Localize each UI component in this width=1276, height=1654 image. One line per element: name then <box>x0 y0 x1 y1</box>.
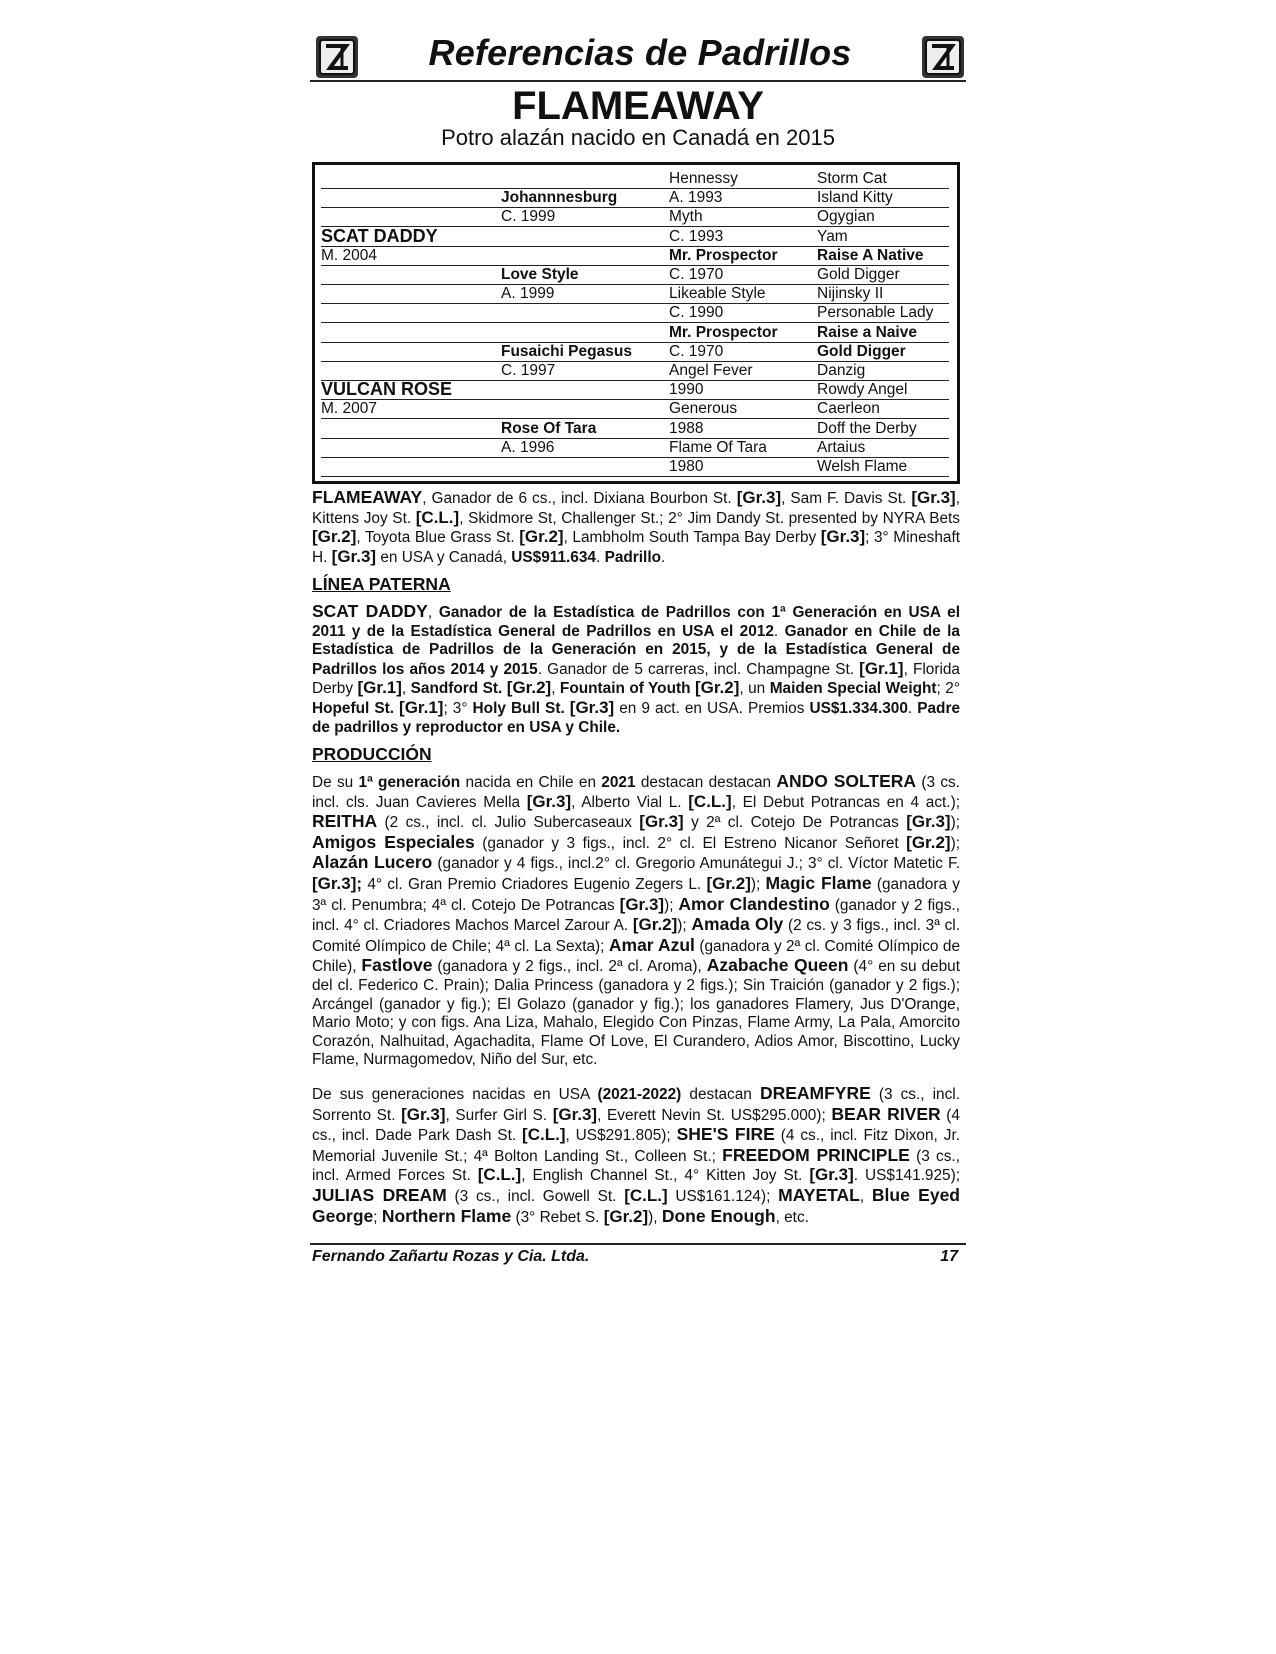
text: en 9 act. en USA. Premios <box>614 699 810 717</box>
pedigree-cell: C. 1997 <box>501 361 669 381</box>
offspring-name: Amor Clandestino <box>678 893 830 914</box>
pedigree-cell: Island Kitty <box>817 188 949 208</box>
pedigree-cell <box>501 303 669 323</box>
text: (4 cs., incl. Fitz Dixon, Jr. Memorial Juvenile St.; 4ª Bolton Landing St., Colleen St.; <box>312 1127 961 1165</box>
pedigree-cell: Doff the Derby <box>817 419 949 439</box>
grade: [Gr.1] <box>357 678 402 698</box>
text: . <box>773 622 785 640</box>
grade: [Gr.1] <box>399 697 444 717</box>
pedigree-cell: A. 1999 <box>501 284 669 304</box>
text: , etc. <box>775 1208 809 1226</box>
text: (3 cs., incl. Armed Forces St. <box>312 1147 960 1185</box>
offspring-name: BEAR RIVER <box>831 1103 941 1124</box>
offspring-name: MAYETAL <box>778 1184 860 1205</box>
grade: [C.L.] <box>522 1125 566 1145</box>
text: destacan destacan <box>635 774 777 791</box>
pedigree-row <box>321 303 943 322</box>
text: (ganadora y 2 figs., incl. 2ª cl. Aroma), <box>432 958 707 976</box>
pedigree-cell <box>501 323 669 343</box>
text: Maiden Special Weight <box>769 680 937 698</box>
grade: [Gr.3]; <box>312 873 363 893</box>
pedigree-row <box>321 438 943 457</box>
pedigree-cell: Johannnesburg <box>501 188 669 208</box>
pedigree-row <box>321 265 943 284</box>
pedigree-cell: Hennessy <box>669 169 817 189</box>
text: (3 cs., incl. Sorrento St. <box>312 1086 961 1124</box>
pedigree-cell <box>321 438 501 458</box>
footer-divider <box>310 1243 966 1245</box>
page-header <box>310 30 966 82</box>
pedigree-cell: C. 1993 <box>669 227 817 247</box>
text: , Kittens Joy St. <box>312 490 960 527</box>
pedigree-table <box>312 162 960 484</box>
pedigree-cell: Artaius <box>817 438 949 458</box>
pedigree-cell <box>321 284 501 304</box>
text: destacan <box>681 1086 760 1103</box>
grade: [C.L.] <box>624 1185 668 1205</box>
page-title: Referencias de Padrillos <box>428 32 852 73</box>
grade: [Gr.3] <box>569 697 615 717</box>
text: ); <box>664 896 679 914</box>
pedigree-cell <box>321 361 501 381</box>
grade: [Gr.1] <box>859 658 904 678</box>
pedigree-cell: C. 1970 <box>669 342 817 362</box>
grade: [Gr.2] <box>506 678 552 698</box>
pedigree-cell <box>501 169 669 189</box>
pedigree-row <box>321 246 943 265</box>
horse-description: Potro alazán nacido en Canadá en 2015 <box>441 125 835 150</box>
pedigree-cell: Gold Digger <box>817 342 949 362</box>
pedigree-cell: SCAT DADDY <box>321 227 501 247</box>
zr-logo-icon <box>314 34 360 80</box>
pedigree-cell <box>501 399 669 419</box>
pedigree-cell: Mr. Prospector <box>669 246 817 266</box>
text: nacida en Chile en <box>460 774 602 791</box>
text: Ganador de la Estadística de Padrillos con 1ª Generación en USA el 2011 y de la Estadística General de Padrillos en USA el 2012 <box>312 604 960 640</box>
text: , US$291.805); <box>565 1127 677 1145</box>
grade: [Gr.2] <box>706 873 751 893</box>
pedigree-cell: Danzig <box>817 361 949 381</box>
pedigree-cell: Welsh Flame <box>817 457 949 477</box>
pedigree-row <box>321 457 943 476</box>
offspring-name: REITHA <box>312 811 378 832</box>
offspring-name: Magic Flame <box>765 872 872 893</box>
text: 4° cl. Gran Premio Criadores Eugenio Zegers L. <box>362 875 707 893</box>
text: ); <box>950 834 960 852</box>
pedigree-cell: Fusaichi Pegasus <box>501 342 669 362</box>
pedigree-row <box>321 188 943 207</box>
pedigree-cell: Myth <box>669 207 817 227</box>
pedigree-cell: A. 1996 <box>501 438 669 458</box>
text: ), <box>648 1208 662 1226</box>
text: , English Channel St., 4° Kitten Joy St. <box>521 1167 810 1185</box>
text: ); <box>677 917 692 935</box>
text: (2021-2022) <box>597 1086 682 1103</box>
usa-production-paragraph <box>312 1084 960 1227</box>
text: ); <box>950 814 960 832</box>
text: 2021 <box>601 774 636 791</box>
grade: [Gr.3] <box>639 812 684 832</box>
offspring-name: DREAMFYRE <box>759 1083 871 1103</box>
grade: [Gr.3] <box>911 488 956 507</box>
pedigree-cell <box>321 419 501 439</box>
grade: [Gr.2] <box>632 915 678 935</box>
pedigree-cell: 1990 <box>669 380 817 400</box>
grade: [Gr.3] <box>401 1104 446 1124</box>
summary-paragraph <box>312 488 960 567</box>
text: (ganador y 4 figs., incl.2° cl. Gregorio Amunátegui J.; 3° cl. Víctor Matetic F. <box>432 855 960 873</box>
text: , Toyota Blue Grass St. <box>356 529 520 547</box>
text: De su <box>312 774 359 791</box>
text: , Lambholm South Tampa Bay Derby <box>563 529 821 547</box>
pedigree-cell: 1980 <box>669 457 817 477</box>
text: , Florida Derby <box>312 660 960 698</box>
pedigree-row <box>321 342 943 361</box>
text: Fountain of Youth <box>559 680 695 698</box>
pedigree-cell <box>321 323 501 343</box>
text: . Ganador de 5 carreras, incl. Champagne St. <box>537 660 860 678</box>
section-heading-paternal: LÍNEA PATERNA <box>312 574 451 594</box>
horse-name-inline: FLAMEAWAY <box>312 487 423 507</box>
pedigree-cell: Angel Fever <box>669 361 817 381</box>
pedigree-cell: Likeable Style <box>669 284 817 304</box>
pedigree-cell: M. 2007 <box>321 399 501 419</box>
offspring-name: Fastlove <box>361 955 433 976</box>
pedigree-cell <box>321 342 501 362</box>
text: ; 3° Mineshaft H. <box>312 529 960 566</box>
grade: [C.L.] <box>415 507 460 527</box>
pedigree-cell: 1988 <box>669 419 817 439</box>
pedigree-row <box>321 361 943 380</box>
pedigree-row <box>321 399 943 418</box>
pedigree-cell: Love Style <box>501 265 669 285</box>
text: 1ª generación <box>358 774 461 791</box>
text: , Sam F. Davis St. <box>781 490 912 507</box>
offspring-name: Amada Oly <box>691 914 784 935</box>
offspring-name: SHE'S FIRE <box>676 1124 775 1145</box>
text: y 2ª cl. Cotejo De Potrancas <box>683 814 907 832</box>
pedigree-cell: C. 1990 <box>669 303 817 323</box>
production-paragraph <box>312 772 960 1070</box>
text: De sus generaciones nacidas en USA <box>312 1086 598 1103</box>
offspring-name: ANDO SOLTERA <box>776 771 917 791</box>
text: en USA y Canadá, <box>376 548 512 566</box>
text: , El Debut Potrancas en 4 act.); <box>731 793 960 811</box>
text: , Alberto Vial L. <box>571 793 689 811</box>
text: . <box>907 699 918 717</box>
grade: [Gr.2] <box>906 832 951 852</box>
text: (3 cs., incl. Gowell St. <box>446 1187 625 1205</box>
offspring-name: Northern Flame <box>381 1205 512 1226</box>
offspring-name: FREEDOM PRINCIPLE <box>722 1144 910 1165</box>
pedigree-cell <box>501 457 669 477</box>
grade: [C.L.] <box>688 791 732 811</box>
offspring-name: Alazán Lucero <box>312 852 433 873</box>
page-number: 17 <box>940 1248 958 1265</box>
pedigree-cell <box>501 380 669 400</box>
grade: [Gr.3] <box>552 1104 598 1124</box>
pedigree-cell: Caerleon <box>817 399 949 419</box>
pedigree-cell <box>321 169 501 189</box>
pedigree-cell: C. 1970 <box>669 265 817 285</box>
paternal-paragraph <box>312 602 960 737</box>
grade: [Gr.2] <box>603 1206 649 1226</box>
text: , Skidmore St, Challenger St.; 2° Jim Dandy St. presented by NYRA Bets <box>459 509 960 527</box>
text: , Surfer Girl S. <box>445 1106 553 1124</box>
grade: [Gr.3] <box>526 791 572 811</box>
grade: [Gr.3] <box>331 546 377 566</box>
text: US$161.124); <box>667 1187 779 1205</box>
text: (ganadora y 2ª cl. Comité Olímpico de Chile), <box>312 937 960 976</box>
grade: [Gr.3] <box>820 527 866 547</box>
pedigree-row <box>321 323 943 342</box>
grade: [Gr.3] <box>809 1165 854 1185</box>
grade: [Gr.3] <box>906 812 951 832</box>
header-divider <box>310 80 966 82</box>
grade: [Gr.2] <box>312 527 357 547</box>
pedigree-cell <box>321 265 501 285</box>
grade: [Gr.3] <box>619 894 665 914</box>
pedigree-cell <box>321 188 501 208</box>
text: , un <box>739 680 770 698</box>
pedigree-cell: Gold Digger <box>817 265 949 285</box>
offspring-name: Done Enough <box>661 1205 776 1226</box>
grade: [C.L.] <box>477 1165 522 1185</box>
pedigree-cell: VULCAN ROSE <box>321 380 501 400</box>
text: (3 cs. incl. cls. Juan Cavieres Mella <box>312 774 961 811</box>
text: (3° Rebet S. <box>511 1208 604 1226</box>
text: , <box>551 680 560 698</box>
text: Holy Bull St. <box>472 699 570 717</box>
pedigree-cell: Rose Of Tara <box>501 419 669 439</box>
pedigree-cell: Generous <box>669 399 817 419</box>
role: Padrillo <box>604 548 662 566</box>
section-heading-production: PRODUCCIÓN <box>312 744 432 764</box>
pedigree-cell: Rowdy Angel <box>817 380 949 400</box>
pedigree-cell: Nijinsky II <box>817 284 949 304</box>
pedigree-cell <box>501 227 669 247</box>
text: US$1.334.300 <box>809 699 908 717</box>
horse-name: FLAMEAWAY <box>512 84 764 128</box>
offspring-name: Azabache Queen <box>706 955 849 976</box>
text: . <box>596 548 605 566</box>
pedigree-row <box>321 169 943 188</box>
text: , <box>859 1187 872 1205</box>
pedigree-cell: Mr. Prospector <box>669 323 817 343</box>
offspring-name: Amigos Especiales <box>312 831 475 852</box>
text: ; 2° <box>936 680 960 698</box>
text: (ganador y 3 figs., incl. 2° cl. El Estreno Nicanor Señoret <box>474 834 907 852</box>
pedigree-cell: Yam <box>817 227 949 247</box>
text: ; 3° <box>443 699 473 717</box>
pedigree-row <box>321 284 943 303</box>
pedigree-cell: Storm Cat <box>817 169 949 189</box>
text: Hopeful St. <box>312 699 400 717</box>
pedigree-cell: Flame Of Tara <box>669 438 817 458</box>
pedigree-cell: M. 2004 <box>321 246 501 266</box>
offspring-name: JULIAS DREAM <box>312 1184 447 1205</box>
pedigree-row <box>321 419 943 438</box>
pedigree-cell <box>321 303 501 323</box>
pedigree-cell: A. 1993 <box>669 188 817 208</box>
pedigree-cell: Ogygian <box>817 207 949 227</box>
pedigree-cell: C. 1999 <box>501 207 669 227</box>
pedigree-cell: Raise a Naive <box>817 323 949 343</box>
text: . US$141.925); <box>853 1167 960 1185</box>
pedigree-cell <box>321 207 501 227</box>
text: (2 cs., incl. cl. Julio Subercaseaux <box>377 814 640 832</box>
footer-company: Fernando Zañartu Rozas y Cia. Ltda. <box>312 1248 590 1265</box>
sire-name: SCAT DADDY <box>312 601 428 621</box>
text: , Ganador de 6 cs., incl. Dixiana Bourbon St. <box>422 490 737 507</box>
offspring-name: Blue Eyed George <box>312 1184 960 1226</box>
pedigree-cell: Personable Lady <box>817 303 949 323</box>
text: . <box>661 548 666 566</box>
earnings: US$911.634 <box>511 548 596 566</box>
pedigree-row <box>321 380 943 399</box>
offspring-name: Amar Azul <box>608 934 695 955</box>
text: Sandford St. <box>410 680 507 698</box>
grade: [Gr.2] <box>694 678 740 698</box>
text: (ganador y 2 figs., incl. 4° cl. Criadores Machos Marcel Zarour A. <box>312 896 960 935</box>
text: (4 cs., incl. Dade Park Dash St. <box>312 1106 960 1145</box>
text: ); <box>750 875 766 893</box>
pedigree-cell: Raise A Native <box>817 246 949 266</box>
text: Padre de padrillos y reproductor en USA y Chile. <box>312 699 961 736</box>
zr-logo-icon <box>920 34 966 80</box>
text: ; <box>373 1208 382 1226</box>
grade: [Gr.2] <box>519 527 564 547</box>
text: , <box>427 604 439 621</box>
pedigree-row <box>321 227 943 246</box>
pedigree-cell <box>501 246 669 266</box>
grade: [Gr.3] <box>736 488 782 507</box>
text: (2 cs. y 3 figs., incl. 3ª cl. Comité Olímpico de Chile; 4ª cl. La Sexta); <box>312 917 960 955</box>
text: (ganadora y 3ª cl. Penumbra; 4ª cl. Cotejo De Potrancas <box>312 875 960 914</box>
text: , <box>401 680 411 698</box>
pedigree-cell <box>321 457 501 477</box>
text: Ganador en Chile de la Estadística de Padrillos de la Generación en 2015, y de la Estadística General de Padrillos los años 2014 y 2015 <box>312 622 960 678</box>
text: , Everett Nevin St. US$295.000); <box>597 1106 832 1124</box>
pedigree-row <box>321 207 943 226</box>
text: (4° en su debut del cl. Federico C. Prain); Dalia Princess (ganadora y 2 figs.); Sin Traición (ganador y 2 figs.); Arcángel (ganador y fig.); El Golazo (ganador y fig.); los ganadores Flamery, Jus D'Orange, Mario Moto; y con figs. Ana Liza, Mahalo, Elegido Con Pinzas, Flame Army, La Pala, Amorcito Corazón, Nalhuitad, Agachadita, Flame Of Love, El Curandero, Adios Amor, Biscottino, Lucky Flame, Nurmagomedov, Niño del Sur, etc. <box>312 958 960 1069</box>
